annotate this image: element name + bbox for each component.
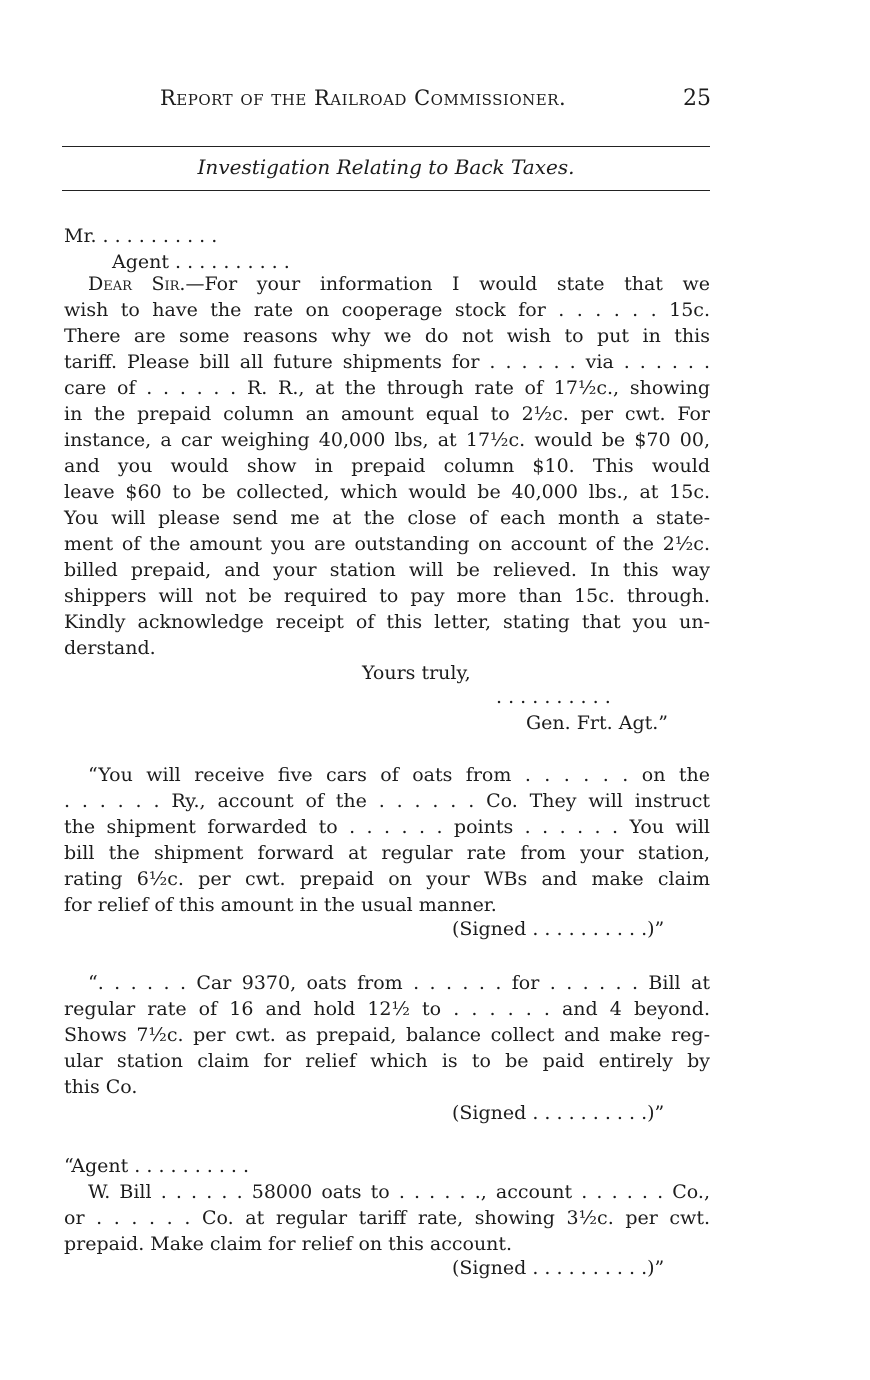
letter3-line-4: ular station claim for relief which is to be paid entirely by [64,1050,710,1072]
letter1-line-13: shippers will not be required to pay more than 15c. through. [64,585,710,607]
letter1-line-8: and you would show in prepaid column $10. This would [64,455,710,477]
letter2-line-6: for relief of this amount in the usual manner. [64,894,497,916]
letter1-line-14: Kindly acknowledge receipt of this letter, stating that you un- [64,611,710,633]
letter1-signature-title: Gen. Frt. Agt.” [526,712,668,734]
letter1-line-15: derstand. [64,637,156,659]
letter1-line-4: tariff. Please bill all future shipments for . . . . . . via . . . . . . [64,351,710,373]
letter1-salutation-mr: Mr. . . . . . . . . . . [64,225,218,247]
letter1-line-1 [88,271,710,297]
letter4-line-3: prepaid. Make claim for relief on this account. [64,1233,513,1255]
letter1-line-12: billed prepaid, and your station will be relieved. In this way [64,559,710,581]
letter4-agent: “Agent . . . . . . . . . . [64,1155,250,1177]
letter1-line-5: care of . . . . . . R. R., at the through rate of 17½c., showing [64,377,710,399]
letter1-line-11: ment of the amount you are outstanding on account of the 2½c. [64,533,710,555]
letter3-signed: (Signed . . . . . . . . . .)” [452,1102,665,1124]
section-subtitle: Investigation Relating to Back Taxes. [197,155,575,179]
letter1-agent: Agent . . . . . . . . . . [112,251,290,273]
letter1-line-2: wish to have the rate on cooperage stock for . . . . . . 15c. [64,299,710,321]
letter1-closing: Yours truly, [362,662,471,684]
letter4-line-1: W. Bill . . . . . . 58000 oats to . . . . . ., account . . . . . . Co., [88,1181,710,1203]
letter1-line-3: There are some reasons why we do not wish to put in this [64,325,710,347]
header-rule-bottom [62,190,710,191]
letter1-signature-dots: . . . . . . . . . . [496,686,611,708]
page-number: 25 [683,86,711,111]
letter3-line-2: regular rate of 16 and hold 12½ to . . . . . . and 4 beyond. [64,998,710,1020]
letter4-line-2: or . . . . . . Co. at regular tariff rate, showing 3½c. per cwt. [64,1207,710,1229]
letter3-line-3: Shows 7½c. per cwt. as prepaid, balance collect and make reg- [64,1024,710,1046]
letter2-line-4: bill the shipment forward at regular rate from your station, [64,842,710,864]
letter4-signed: (Signed . . . . . . . . . .)” [452,1257,665,1279]
letter1-line-1-text: —For your information I would state that we [185,273,711,295]
letter2-line-5: rating 6½c. per cwt. prepaid on your WBs and make claim [64,868,710,890]
letter2-line-3: the shipment forwarded to . . . . . . points . . . . . . You will [64,816,710,838]
letter3-line-1: “. . . . . . Car 9370, oats from . . . . . . for . . . . . . Bill at [88,972,710,994]
letter1-line-7: instance, a car weighing 40,000 lbs, at 17½c. would be $70 00, [64,429,710,451]
letter3-line-5: this Co. [64,1076,138,1098]
letter2-signed: (Signed . . . . . . . . . .)” [452,918,665,940]
letter1-line-10: You will please send me at the close of each month a state- [64,507,710,529]
header-rule-top [62,146,710,147]
letter1-line-9: leave $60 to be collected, which would be 40,000 lbs., at 15c. [64,481,710,503]
letter2-line-1: “You will receive five cars of oats from . . . . . . on the [88,764,710,786]
running-header-title: Report of the Railroad Commissioner. [160,86,567,110]
dear-sir: Dear Sir. [88,273,186,295]
letter1-line-6: in the prepaid column an amount equal to 2½c. per cwt. For [64,403,710,425]
letter2-line-2: . . . . . . Ry., account of the . . . . . . Co. They will instruct [64,790,710,812]
